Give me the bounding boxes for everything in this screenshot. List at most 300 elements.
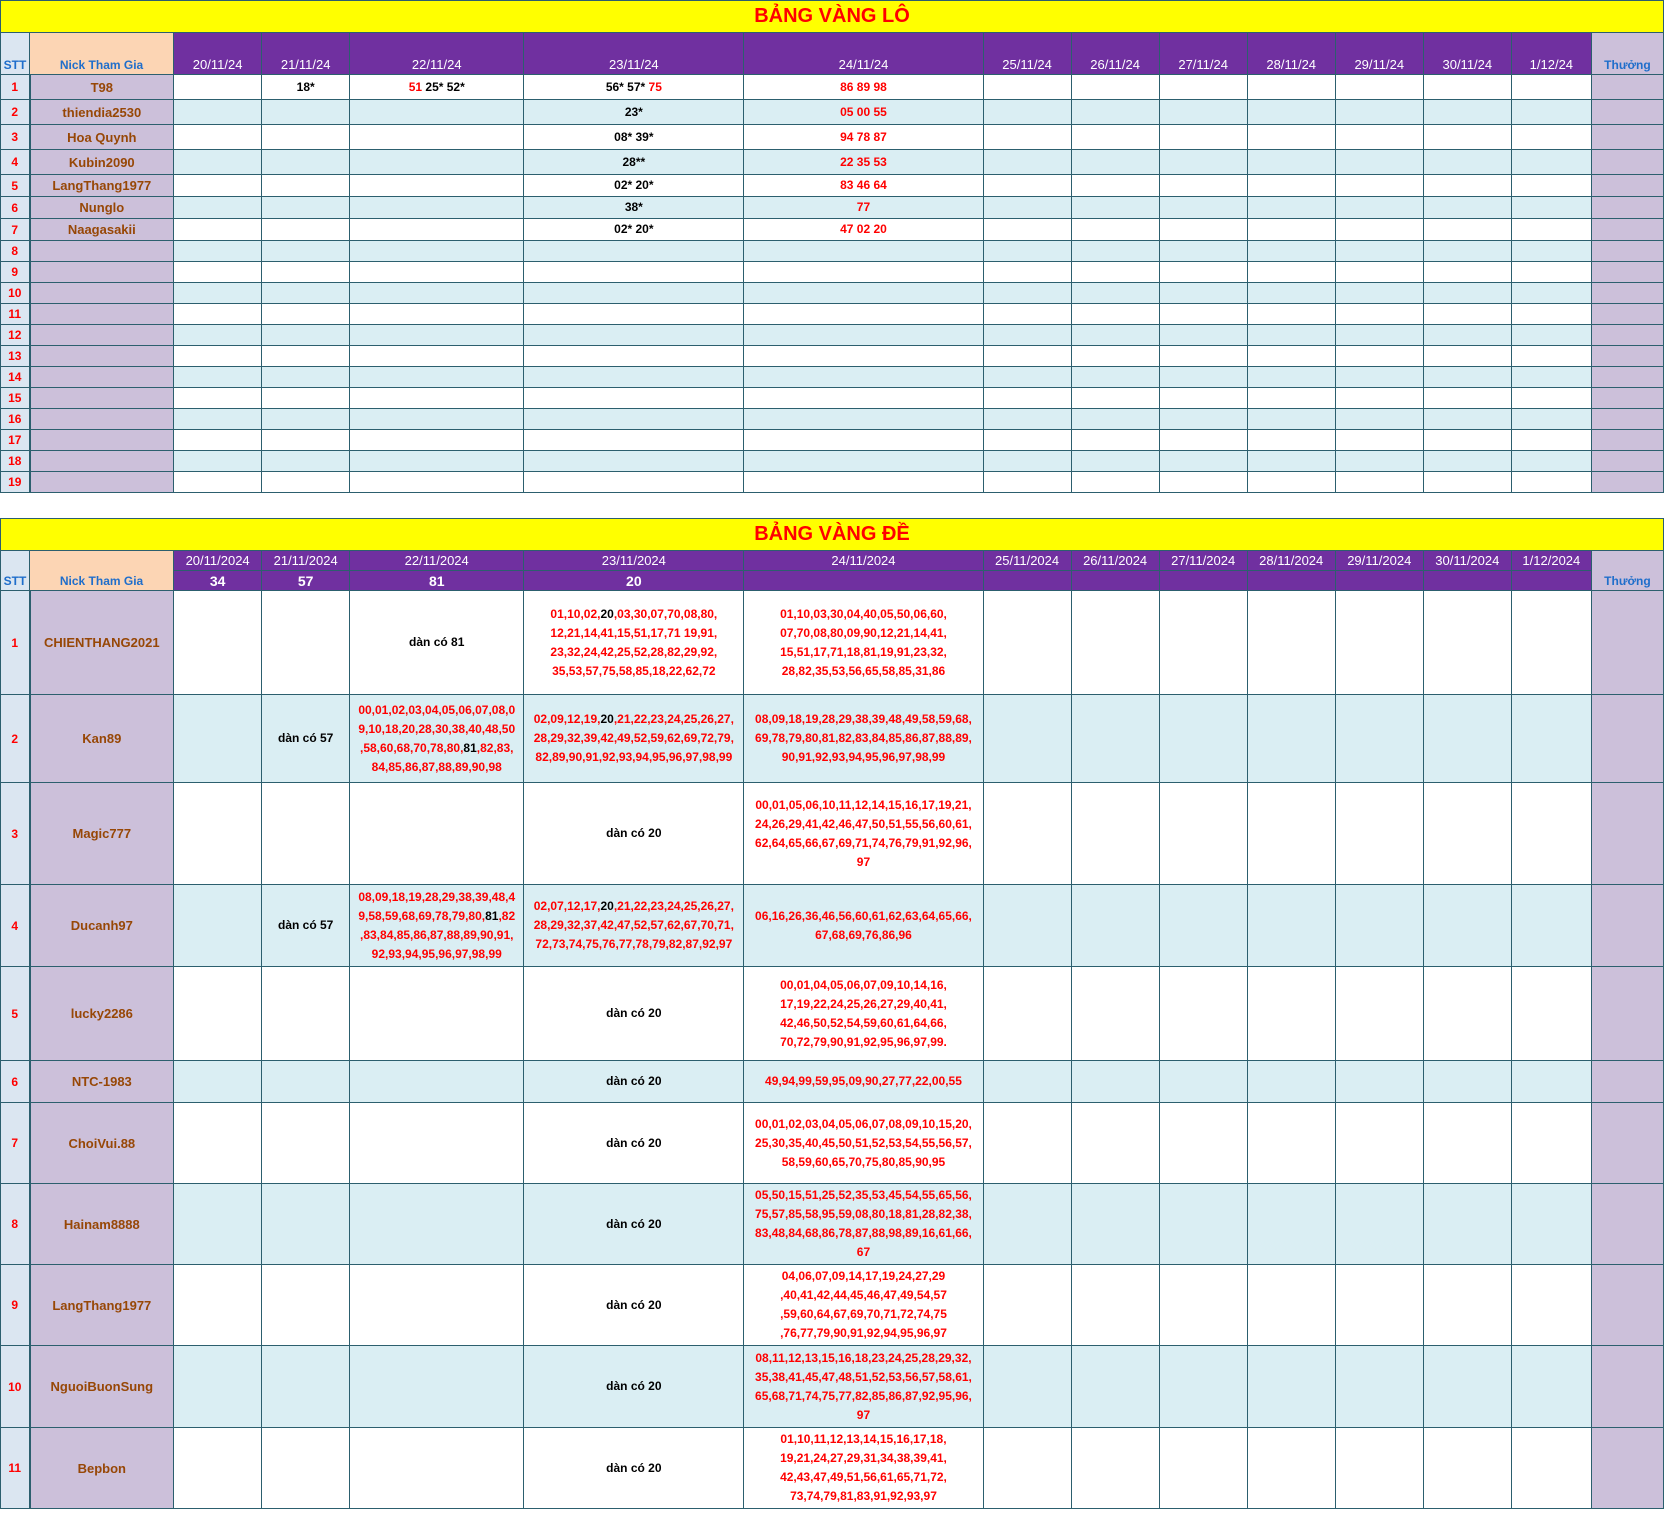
cell-text: dàn có 20 <box>606 1135 662 1150</box>
number-cell <box>1511 695 1591 783</box>
number-cell <box>1335 1103 1423 1184</box>
number-cell <box>983 283 1071 304</box>
table-row <box>1 388 1664 409</box>
nick-name: Kubin2090 <box>30 150 174 175</box>
number-cell <box>1423 591 1511 695</box>
reward-cell <box>1591 783 1663 885</box>
number-cell <box>174 1265 262 1346</box>
nick-name: LangThang1977 <box>30 1265 174 1346</box>
table-row <box>1 241 1664 262</box>
number-cell <box>1511 1184 1591 1265</box>
number-cell <box>1335 304 1423 325</box>
number-cell <box>1423 262 1511 283</box>
row-number: 8 <box>1 241 30 262</box>
number-cell <box>1159 241 1247 262</box>
number-cell <box>744 100 983 125</box>
number-cell <box>1423 325 1511 346</box>
date-header: 23/11/24 <box>524 33 744 75</box>
number-cell <box>1159 967 1247 1061</box>
number-cell <box>1071 304 1159 325</box>
cell-text: 84,85,86,87,88,89,90,98 <box>371 759 502 774</box>
number-cell <box>262 197 350 219</box>
number-cell <box>1159 430 1247 451</box>
number-cell <box>1247 1346 1335 1428</box>
cell-text: dàn có 57 <box>277 918 334 932</box>
number-cell <box>1423 885 1511 967</box>
number-cell <box>983 1346 1071 1428</box>
number-cell <box>1511 283 1591 304</box>
number-cell <box>744 1428 983 1509</box>
row-number: 2 <box>1 695 30 783</box>
number-cell <box>1335 783 1423 885</box>
table-row <box>1 885 1664 967</box>
number-cell <box>524 219 744 241</box>
number-cell <box>1335 325 1423 346</box>
cell-text: 83,48,84,68,86,78,87,88,98,89,16,61,66, <box>755 1226 972 1240</box>
number-cell <box>524 1103 744 1184</box>
number-cell <box>1247 150 1335 175</box>
number-cell <box>1247 885 1335 967</box>
number-cell <box>174 1061 262 1103</box>
cell-text: ,76,77,79,90,91,92,94,95,96,97 <box>780 1326 947 1340</box>
cell-text: ,40,41,42,44,45,46,47,49,54,57 <box>780 1288 947 1302</box>
number-cell <box>744 219 983 241</box>
reward-cell <box>1591 451 1663 472</box>
cell-text: 51 <box>408 79 426 94</box>
number-cell <box>983 1428 1071 1509</box>
result-value <box>983 571 1071 591</box>
number-cell <box>1423 1103 1511 1184</box>
result-value <box>1511 571 1591 591</box>
stt-header: STT <box>1 33 30 75</box>
number-cell <box>1071 388 1159 409</box>
reward-cell <box>1591 262 1663 283</box>
cell-text: 08,09,18,19,28,29,38,39,48,49,58,59,68, <box>755 712 972 726</box>
number-cell <box>524 262 744 283</box>
number-cell <box>983 325 1071 346</box>
cell-text: dàn có 20 <box>606 1297 662 1312</box>
cell-text: dàn có 20 <box>606 1460 662 1475</box>
number-cell <box>983 150 1071 175</box>
row-number: 7 <box>1 1103 30 1184</box>
number-cell <box>1159 695 1247 783</box>
number-cell <box>1423 451 1511 472</box>
stt-header: STT <box>1 551 30 591</box>
result-value <box>1159 571 1247 591</box>
number-cell <box>1071 219 1159 241</box>
reward-cell <box>1591 100 1663 125</box>
number-cell <box>1335 75 1423 100</box>
number-cell <box>744 388 983 409</box>
table-row <box>1 451 1664 472</box>
row-number: 6 <box>1 1061 30 1103</box>
nick-name <box>30 388 174 409</box>
cell-text: 97 <box>856 1407 871 1422</box>
number-cell <box>174 219 262 241</box>
number-cell <box>1423 150 1511 175</box>
number-cell <box>1335 367 1423 388</box>
result-value <box>744 571 983 591</box>
number-cell <box>1511 100 1591 125</box>
number-cell <box>174 409 262 430</box>
nick-name <box>30 409 174 430</box>
cell-text: 23,32,24,42,25,52,28,82,29,92, <box>550 644 718 659</box>
cell-text: 47 02 20 <box>840 222 887 236</box>
number-cell <box>1335 1265 1423 1346</box>
number-cell <box>524 409 744 430</box>
row-number: 15 <box>1 388 30 409</box>
cell-text: dàn có 57 <box>277 731 334 745</box>
table-row <box>1 175 1664 197</box>
number-cell <box>1247 472 1335 493</box>
number-cell <box>262 325 350 346</box>
table-row <box>1 783 1664 885</box>
cell-text: 35,53,57,75,58,85,18,22,62,72 <box>552 663 716 678</box>
number-cell <box>262 1265 350 1346</box>
number-cell <box>1511 409 1591 430</box>
cell-text: 01,10,03,30,04,40,05,50,06,60, <box>780 606 947 621</box>
cell-text: 01,10,11,12,13,14,15,16,17,18, <box>780 1432 947 1446</box>
result-value: 20 <box>524 571 744 591</box>
nick-name: lucky2286 <box>30 967 174 1061</box>
number-cell <box>174 885 262 967</box>
number-cell <box>174 346 262 367</box>
number-cell <box>1159 783 1247 885</box>
cell-text: 20 <box>600 606 614 621</box>
number-cell <box>983 175 1071 197</box>
table-row <box>1 219 1664 241</box>
number-cell <box>262 75 350 100</box>
cell-text: 15,51,17,71,18,81,19,91,23,32, <box>780 644 947 659</box>
number-cell <box>1247 283 1335 304</box>
number-cell <box>1159 304 1247 325</box>
number-cell <box>1159 885 1247 967</box>
number-cell <box>524 451 744 472</box>
row-number: 19 <box>1 472 30 493</box>
number-cell <box>1335 1346 1423 1428</box>
date-header: 20/11/2024 <box>174 551 262 571</box>
number-cell <box>262 451 350 472</box>
number-cell <box>1335 409 1423 430</box>
number-cell <box>1423 695 1511 783</box>
number-cell <box>983 219 1071 241</box>
number-cell <box>744 75 983 100</box>
number-cell <box>1159 262 1247 283</box>
number-cell <box>174 197 262 219</box>
number-cell <box>1511 219 1591 241</box>
reward-cell <box>1591 695 1663 783</box>
cell-text: dàn có 20 <box>606 1074 662 1088</box>
number-cell <box>1071 1265 1159 1346</box>
number-cell <box>174 388 262 409</box>
number-cell <box>1511 150 1591 175</box>
number-cell <box>1071 451 1159 472</box>
number-cell <box>1247 262 1335 283</box>
number-cell <box>983 262 1071 283</box>
number-cell <box>983 885 1071 967</box>
number-cell <box>174 175 262 197</box>
cell-text: 20 <box>600 712 614 726</box>
number-cell <box>1511 197 1591 219</box>
number-cell <box>1247 325 1335 346</box>
number-cell <box>1335 1428 1423 1509</box>
cell-text: 07,70,08,80,09,90,12,21,14,41, <box>780 625 947 640</box>
number-cell <box>350 1184 524 1265</box>
number-cell <box>1511 346 1591 367</box>
nick-name: NguoiBuonSung <box>30 1346 174 1428</box>
number-cell <box>1071 409 1159 430</box>
cell-text: 81 <box>463 740 477 755</box>
cell-text: 90,91,92,93,94,95,96,97,98,99 <box>781 750 946 764</box>
number-cell <box>744 591 983 695</box>
number-cell <box>174 472 262 493</box>
number-cell <box>983 472 1071 493</box>
number-cell <box>1247 1265 1335 1346</box>
number-cell <box>1247 346 1335 367</box>
row-number: 3 <box>1 125 30 150</box>
result-value <box>1247 571 1335 591</box>
number-cell <box>1247 409 1335 430</box>
number-cell <box>1071 1184 1159 1265</box>
nick-name: Kan89 <box>30 695 174 783</box>
number-cell <box>1159 472 1247 493</box>
number-cell <box>1247 219 1335 241</box>
date-header: 23/11/2024 <box>524 551 744 571</box>
number-cell <box>1159 75 1247 100</box>
row-number: 10 <box>1 1346 30 1428</box>
number-cell <box>1247 175 1335 197</box>
number-cell <box>262 472 350 493</box>
number-cell <box>174 125 262 150</box>
number-cell <box>1423 125 1511 150</box>
number-cell <box>1423 283 1511 304</box>
row-number: 11 <box>1 1428 30 1509</box>
result-value <box>1423 571 1511 591</box>
cell-text: 04,06,07,09,14,17,19,24,27,29 <box>781 1269 946 1283</box>
number-cell <box>983 409 1071 430</box>
row-number: 1 <box>1 75 30 100</box>
cell-text: 28,29,32,39,42,49,52,59,62,69,72,79, <box>533 731 734 745</box>
row-number: 1 <box>1 591 30 695</box>
number-cell <box>524 75 744 100</box>
reward-header: Thưởng <box>1591 551 1663 591</box>
number-cell <box>1071 197 1159 219</box>
number-cell <box>350 783 524 885</box>
number-cell <box>1247 75 1335 100</box>
number-cell <box>350 1428 524 1509</box>
number-cell <box>1335 219 1423 241</box>
number-cell <box>1335 175 1423 197</box>
number-cell <box>1247 430 1335 451</box>
cell-text: 9,10,18,20,28,30,38,40,48,50 <box>358 721 516 736</box>
date-header: 25/11/24 <box>983 33 1071 75</box>
cell-text: 05,50,15,51,25,52,35,53,45,54,55,65,56, <box>755 1188 972 1202</box>
reward-cell <box>1591 150 1663 175</box>
cell-text: 02,07,12,17, <box>533 899 601 913</box>
number-cell <box>983 430 1071 451</box>
cell-text: 02* 20* <box>614 222 654 236</box>
number-cell <box>1511 75 1591 100</box>
number-cell <box>983 125 1071 150</box>
result-value: 57 <box>262 571 350 591</box>
cell-text: ,82 <box>498 908 516 923</box>
number-cell <box>1071 241 1159 262</box>
result-value <box>1335 571 1423 591</box>
number-cell <box>1335 885 1423 967</box>
cell-text: 81 <box>485 908 499 923</box>
date-header: 20/11/24 <box>174 33 262 75</box>
number-cell <box>524 695 744 783</box>
date-header: 1/12/2024 <box>1511 551 1591 571</box>
number-cell <box>1159 125 1247 150</box>
number-cell <box>174 304 262 325</box>
date-header: 21/11/24 <box>262 33 350 75</box>
number-cell <box>1247 1428 1335 1509</box>
number-cell <box>262 346 350 367</box>
number-cell <box>524 591 744 695</box>
number-cell <box>1335 346 1423 367</box>
date-header: 24/11/24 <box>744 33 983 75</box>
number-cell <box>1247 783 1335 885</box>
number-cell <box>1247 1103 1335 1184</box>
date-header: 22/11/24 <box>350 33 524 75</box>
cell-text: 73,74,79,81,83,91,92,93,97 <box>790 1489 937 1503</box>
number-cell <box>350 967 524 1061</box>
reward-cell <box>1591 304 1663 325</box>
cell-text: ,59,60,64,67,69,70,71,72,74,75 <box>780 1307 947 1321</box>
reward-cell <box>1591 1265 1663 1346</box>
cell-text: 02* 20* <box>614 178 654 192</box>
number-cell <box>524 472 744 493</box>
table-row <box>1 967 1664 1061</box>
number-cell <box>983 695 1071 783</box>
cell-text: 70,72,79,90,91,92,95,96,97,99. <box>780 1034 947 1049</box>
number-cell <box>1511 367 1591 388</box>
number-cell <box>1335 451 1423 472</box>
nick-name <box>30 241 174 262</box>
nick-name <box>30 367 174 388</box>
table-row <box>1 100 1664 125</box>
row-number: 4 <box>1 150 30 175</box>
number-cell <box>983 241 1071 262</box>
number-cell <box>524 125 744 150</box>
number-cell <box>262 1346 350 1428</box>
number-cell <box>1247 241 1335 262</box>
nick-name <box>30 262 174 283</box>
date-header: 24/11/2024 <box>744 551 983 571</box>
nick-name: T98 <box>30 75 174 100</box>
cell-text: 25,30,35,40,45,50,51,52,53,54,55,56,57, <box>755 1135 972 1150</box>
reward-cell <box>1591 430 1663 451</box>
number-cell <box>1335 150 1423 175</box>
number-cell <box>1159 1428 1247 1509</box>
table-row <box>1 409 1664 430</box>
cell-text: dàn có 20 <box>606 1379 662 1393</box>
date-header: 30/11/24 <box>1423 33 1511 75</box>
number-cell <box>350 1103 524 1184</box>
number-cell <box>524 241 744 262</box>
number-cell <box>983 1061 1071 1103</box>
cell-text: 77 <box>856 200 871 214</box>
number-cell <box>1511 304 1591 325</box>
number-cell <box>983 591 1071 695</box>
number-cell <box>1071 367 1159 388</box>
cell-text: 12,21,14,41,15,51,17,71 19,91, <box>550 625 718 640</box>
row-number: 16 <box>1 409 30 430</box>
number-cell <box>350 100 524 125</box>
table-row <box>1 430 1664 451</box>
number-cell <box>1423 1184 1511 1265</box>
number-cell <box>1071 100 1159 125</box>
table-row <box>1 304 1664 325</box>
row-number: 6 <box>1 197 30 219</box>
de-table <box>0 518 1664 1509</box>
cell-text: 42,43,47,49,51,56,61,65,71,72, <box>780 1470 947 1484</box>
cell-text: 01,10,02, <box>550 606 601 621</box>
number-cell <box>983 100 1071 125</box>
number-cell <box>1423 219 1511 241</box>
number-cell <box>524 100 744 125</box>
table-row <box>1 325 1664 346</box>
cell-text: 22 35 53 <box>840 154 887 169</box>
number-cell <box>262 262 350 283</box>
cell-text: 97 <box>856 854 871 869</box>
nick-name: Nunglo <box>30 197 174 219</box>
number-cell <box>744 241 983 262</box>
cell-text: 28** <box>622 154 646 169</box>
number-cell <box>1511 325 1591 346</box>
number-cell <box>262 783 350 885</box>
number-cell <box>744 262 983 283</box>
number-cell <box>524 346 744 367</box>
number-cell <box>1511 430 1591 451</box>
number-cell <box>1071 1103 1159 1184</box>
reward-cell <box>1591 591 1663 695</box>
number-cell <box>1071 591 1159 695</box>
number-cell <box>983 75 1071 100</box>
row-number: 2 <box>1 100 30 125</box>
number-cell <box>174 1428 262 1509</box>
cell-text: 75 <box>648 79 662 94</box>
number-cell <box>1247 1184 1335 1265</box>
number-cell <box>350 367 524 388</box>
number-cell <box>744 325 983 346</box>
number-cell <box>744 304 983 325</box>
number-cell <box>262 100 350 125</box>
number-cell <box>1159 1346 1247 1428</box>
reward-cell <box>1591 197 1663 219</box>
nick-name: Naagasakii <box>30 219 174 241</box>
cell-text: 23* <box>624 104 643 119</box>
number-cell <box>350 430 524 451</box>
nick-name: ChoiVui.88 <box>30 1103 174 1184</box>
number-cell <box>350 1265 524 1346</box>
number-cell <box>174 75 262 100</box>
number-cell <box>350 304 524 325</box>
nick-name: Bepbon <box>30 1428 174 1509</box>
number-cell <box>524 175 744 197</box>
table-row <box>1 150 1664 175</box>
number-cell <box>262 150 350 175</box>
number-cell <box>1335 695 1423 783</box>
table-row <box>1 125 1664 150</box>
cell-text: ,21,22,23,24,25,26,27, <box>613 899 734 913</box>
number-cell <box>983 388 1071 409</box>
number-cell <box>1159 367 1247 388</box>
number-cell <box>1511 175 1591 197</box>
number-cell <box>262 125 350 150</box>
reward-cell <box>1591 1428 1663 1509</box>
